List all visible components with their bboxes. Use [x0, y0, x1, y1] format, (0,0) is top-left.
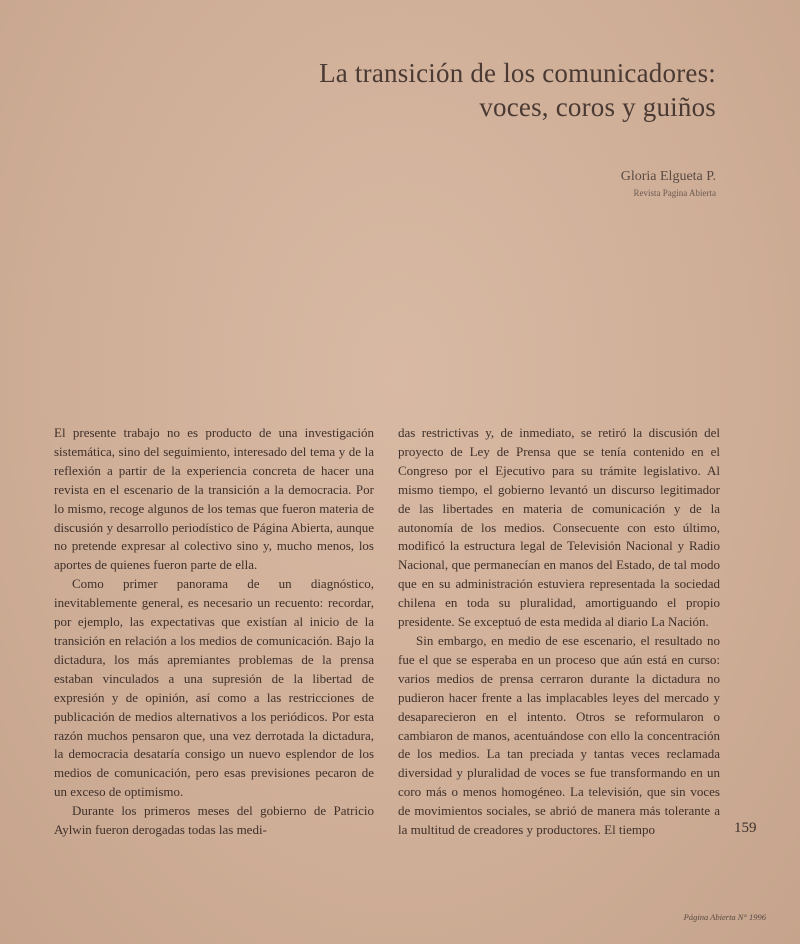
paragraph: Sin embargo, en medio de ese escenario, el resultado no fue el que se esperaba en un proceso que aún está en curso: varios medios de prensa cerraron durante la dictadura no pudieron hacer frente a las implacables leyes del mercado y desaparecieron en el intento. Otros se reformularon o cambiaron de manos, acentuándose con ello la concentración de los medios. La tan preciada y tantas veces reclamada diversidad y pluralidad de voces se fue transformando en un coro más o menos homogéneo. La televisión, que sin voces de movimientos sociales, se abrió de manera más tolerante a la multitud de creadores y productores. El tiempo: [398, 632, 720, 838]
paragraph: Durante los primeros meses del gobierno de Patricio Aylwin fueron derogadas todas las medi-: [54, 803, 374, 838]
page-footer: Página Abierta N° 1996: [683, 912, 766, 922]
author-affiliation: Revista Pagina Abierta: [633, 188, 716, 198]
text-column-right: [398, 424, 720, 840]
article-title: [196, 56, 716, 124]
text-column-left: [54, 424, 374, 840]
author-name: Gloria Elgueta P.: [620, 169, 716, 184]
article-title-line-1: La transición de los comunicadores:: [319, 58, 716, 88]
paragraph: El presente trabajo no es producto de una investigación sistemática, sino del seguimiento, interesado del tema y de la reflexión a partir de la experiencia concreta de hacer una revista en el escenario de la transición a la democracia. Por lo mismo, recoge algunos de los temas que fueron materia de discusión y desarrollo periodístico de Página Abierta, aunque no pretende expresar al colectivo sino y, mucho menos, los aportes de quienes fueron parte de ella.: [54, 425, 374, 573]
article-title-line-2: voces, coros y guiños: [479, 92, 716, 122]
author-block: [416, 168, 716, 200]
paragraph: Como primer panorama de un diagnóstico, inevitablemente general, es necesario un recuento: recordar, por ejemplo, las expectativas que existían al inicio de la transición en relación a los medios de comunicación. Bajo la dictadura, los más apremiantes problemas de la prensa estaban vinculados a una supresión de la libertad de expresión y de opinión, así como a las restricciones de publicación de medios alternativos a los periódicos. Por esta razón muchos pensaron que, una vez derrotada la dictadura, la democracia desataría consigo un nuevo esplendor de los medios de comunicación, pero esas previsiones pecaron de un exceso de optimismo.: [54, 576, 374, 800]
paragraph: das restrictivas y, de inmediato, se retiró la discusión del proyecto de Ley de Prensa que se tenía contenido en el Congreso por el Ejecutivo para su trámite legislativo. Al mismo tiempo, el gobierno levantó un discurso legitimador de las libertades en materia de comunicación y de la autonomía de los medios. Consecuente con esto último, modificó la estructura legal de Televisión Nacional y Radio Nacional, que permanecían en manos del Estado, de tal modo que en su administración estuviera representada la sociedad chilena en toda su pluralidad, amortiguando el propio presidente. Se exceptuó de esta medida al diario La Nación.: [398, 425, 720, 630]
page-number: 159: [734, 820, 757, 836]
